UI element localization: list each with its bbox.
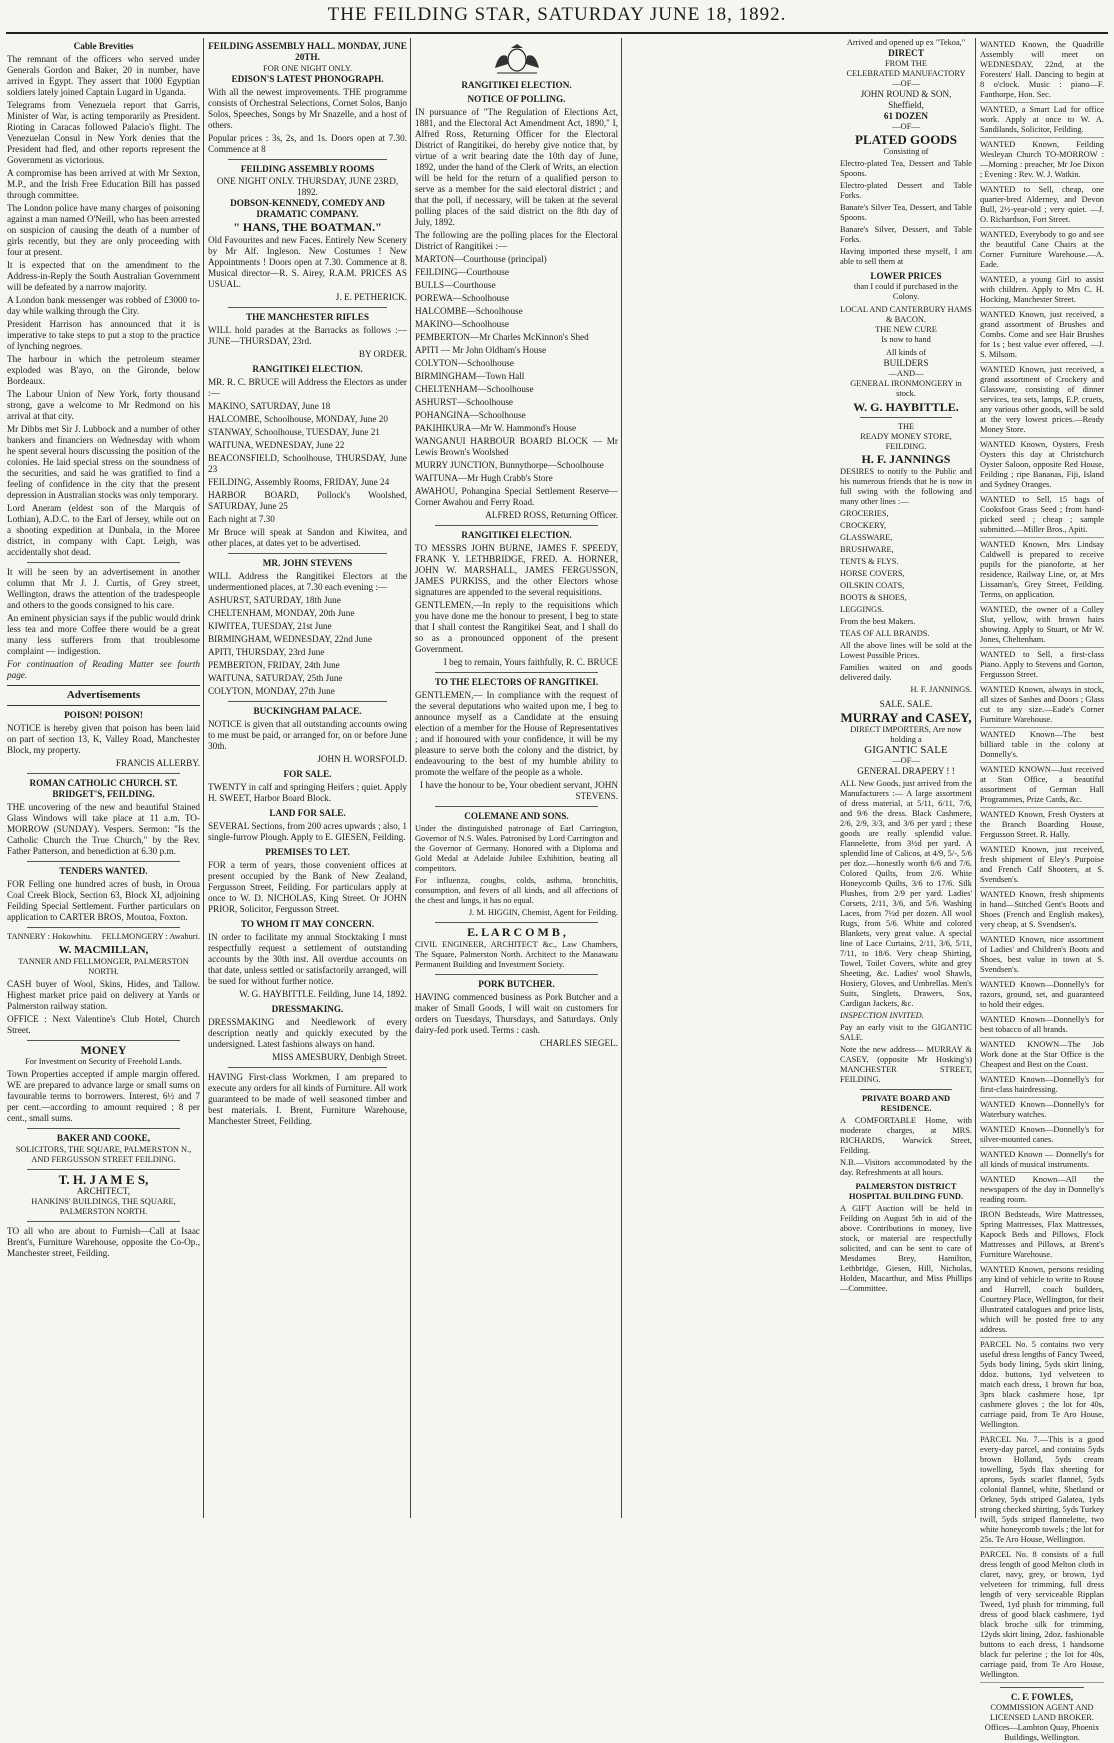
ad-body: IN order to facilitate my annual Stocktaking I must respectfully request a settlement of outstanding accounts by the 30th inst. All overdue accounts on that date, unless settled or satisfactorily arranged, will be sued for without further notice. — [208, 932, 407, 986]
polling-place: FEILDING—Courthouse — [415, 267, 509, 277]
jannings-name: H. F. JANNINGS — [861, 452, 951, 466]
ad-signature: MISS AMESBURY, Denbigh Street. — [272, 1052, 407, 1062]
one-night-label: FOR ONE NIGHT ONLY. — [262, 64, 353, 73]
masthead: THE FEILDING STAR, SATURDAY JUNE 18, 1892. — [327, 4, 787, 25]
ad-body: N.B.—Visitors accommodated by the day. Refreshments at all hours. — [840, 1158, 972, 1177]
news-paragraph: Lord Aneram (eldest son of the Marquis of Lothian), A.D.C. to the Earl of Jersey, while out on a shooting expedition at Dunbala, in the Moree district, in company with Capt. Leigh, was accidentally shot dead. — [7, 503, 200, 557]
list-item: Banare's Silver, Dessert, and Table Forks. — [840, 225, 972, 244]
divider — [435, 806, 598, 807]
wanted-item: WANTED Known—Donnelly's for Waterbury watches. — [980, 1100, 1104, 1123]
the-label: THE — [897, 422, 915, 431]
wanted-item: WANTED, Everybody to go and see the beautiful Cane Chairs at the Corner Furniture Warehouse.—A. Eade. — [980, 230, 1104, 273]
wanted-item: WANTED, the owner of a Colley Slut, yellow, with brown hairs showing. Apply to Stuart, or Mr W. Jones, Cheltenham. — [980, 605, 1104, 648]
meeting-item: MAKINO, SATURDAY, June 18 — [208, 401, 331, 411]
meeting-item: FEILDING, Assembly Rooms, FRIDAY, June 24 — [208, 477, 390, 487]
wanted-item: WANTED Known, Feilding Wesleyan Church TO-MORROW :—Morning : preacher, Mr Joe Dixon ; Evening : Rev. W. J. Watkin. — [980, 140, 1104, 183]
polling-place: CHELTENHAM—Schoolhouse — [415, 384, 534, 394]
column-6-right — [977, 38, 1107, 1742]
fellmongery-label: FELLMONGERY : Awahuri. — [101, 932, 200, 941]
divider — [27, 773, 180, 774]
news-paragraph: An eminent physician says if the public would drink less tea and more Coffee there would be a great many less sufferers from that troublesome complaint — indigestion. — [7, 613, 200, 656]
divider — [435, 922, 598, 923]
play-title: " HANS, THE BOATMAN." — [233, 220, 382, 234]
bruce-letter — [415, 543, 618, 668]
premises-heading: PREMISES TO LET. — [265, 847, 350, 857]
masthead-rule — [6, 32, 1108, 34]
polling-place: PEMBERTON—Mr Charles McKinnon's Shed — [415, 332, 589, 342]
divider — [7, 685, 200, 686]
ad-signature: I have the honour to be, Your obedient servant, JOHN STEVENS. — [419, 780, 618, 801]
polling-place: AWAHOU, Pohangina Special Settlement Reserve—Corner Awahou and Ferry Road. — [415, 486, 618, 507]
tj-address: HANKINS' BUILDINGS, THE SQUARE, PALMERSTON NORTH. — [31, 1197, 176, 1216]
wanted-item: WANTED Known, the Quadrille Assembly will meet on WEDNESDAY, 22nd, at the Foresters' Hall. Dancing to begin at 8 o'clock. Music : piano—F. Fanthorpe, Hon. Sec. — [980, 40, 1104, 103]
ad-signature: I beg to remain, Yours faithfully, R. C. BRUCE — [443, 657, 618, 667]
ad-body: SEVERAL Sections, from 200 acres upwards ; also, 1 single-furrow Plough. Apply to E. GIESEN, Feilding. — [208, 821, 407, 842]
polling-place: COLYTON—Schoolhouse — [415, 358, 514, 368]
plated-of-2: —OF— — [892, 122, 920, 131]
divider — [27, 1040, 180, 1041]
news-block — [7, 567, 200, 681]
dressmaking-heading: DRESSMAKING. — [271, 1004, 344, 1014]
meeting-item: BIRMINGHAM, WEDNESDAY, 22nd June — [208, 634, 372, 644]
premises-ad — [208, 860, 407, 915]
and-label: —AND— — [888, 369, 924, 378]
divider — [228, 307, 387, 308]
ad-body: The following are the polling places for the Electoral District of Rangitikei :— — [415, 230, 618, 251]
wanted-item: WANTED Known, just received, a grand assortment of Brushes and Combs. Come and see Hair Brushes for 1s ; best value ever offered, —J. S. Milsom. — [980, 310, 1104, 363]
column-2 — [205, 38, 411, 1518]
board-ad — [840, 1116, 972, 1178]
tj-heading: T. H. J A M E S, — [58, 1172, 149, 1187]
church-ad — [7, 802, 200, 857]
plated-direct: DIRECT — [888, 48, 924, 58]
polling-place: HALCOMBE—Schoolhouse — [415, 306, 523, 316]
wanted-item: WANTED KNOWN—Just received at Stan Office, a beautiful assortment of German Hall Programmes, Prize Cards, &c. — [980, 765, 1104, 808]
new-cure: THE NEW CURE — [875, 325, 937, 334]
ad-body: HAVING commenced business as Pork Butcher and a maker of Small Goods, I will wait on customers for orders on Tuesdays, Thursdays, and Saturdays. Only dairy-fed pork used. Terms : cash. — [415, 992, 618, 1035]
news-paragraph: Mr Dibbs met Sir J. Lubbock and a number of other bankers and financiers on Wednesday with whom he spent several hours discussing the position of the colonies. He laid special stress on the soundness of the securities, and said he was gratified to find a feeling of confidence in the city that the present depression in Australian stocks was only temporary. — [7, 424, 200, 500]
advertisements-heading: Advertisements — [66, 689, 141, 701]
larcombe-heading: E. L A R C O M B , — [467, 925, 566, 939]
builders: BUILDERS — [883, 358, 929, 368]
plated-consisting: Consisting of — [883, 147, 929, 156]
news-paragraph: The remnant of the officers who served under Generals Gordon and Baker, 20 in number, have arrived in Egypt. They assert that 1000 Egyptian soldiers lately joined Captain Lugard in Uganda. — [7, 54, 200, 97]
divider — [27, 562, 180, 563]
ad-body: TWENTY in calf and springing Heifers ; quiet. Apply H. SWEET, Harbor Board Block. — [208, 782, 407, 803]
wanted-item: WANTED Known—Donnelly's for best tobacco of all brands. — [980, 1015, 1104, 1038]
murray-ad — [840, 779, 972, 1085]
divider — [1000, 1687, 1084, 1688]
meeting-item: HALCOMBE, Schoolhouse, MONDAY, June 20 — [208, 414, 388, 424]
polling-place: BULLS—Courthouse — [415, 280, 496, 290]
ad-body: THE uncovering of the new and beautiful Stained Glass Windows will take place at 11 a.m. TO-MORROW (SUNDAY). Vespers. Sermon: "Is the Catholic Church the True Church," by the Rev. Father Patterson, and benediction at 6.30 p.m. — [7, 802, 200, 856]
news-paragraph: A London bank messenger was robbed of £3000 to-day while walking through the City. — [7, 295, 200, 316]
murray-sub: DIRECT IMPORTERS, Are now holding a — [850, 725, 962, 744]
list-item: Electro-plated Tea, Dessert and Table Spoons. — [840, 159, 972, 178]
divider — [228, 1067, 387, 1068]
ad-body: DRESSMAKING and Needlework of every description neatly and quickly executed by the undersigned. Latest fashions always on hand. — [208, 1017, 407, 1049]
news-paragraph: The London police have many charges of poisoning against a man named O'Neill, who has been arrested on suspicion of causing the death of a number of girls recently, but they are only proceeding with four at present. — [7, 203, 200, 257]
ad-body: A GIFT Auction will be held in Feilding on August 5th in aid of the above. Contributions in money, live stock, or material are respectfully solicited, and can be sent to care of Mesdames Brey, Hamilton, Lethbridge, Giesen, Hill, Nicholas, Holden, Macarthur, and Miss Phillips—Committee. — [840, 1204, 972, 1293]
polling-place: POHANGINA—Schoolhouse — [415, 410, 526, 420]
royal-crest-icon — [489, 42, 545, 76]
poison-ad — [7, 723, 200, 769]
furniture-ad — [208, 1072, 407, 1127]
divider — [27, 1128, 180, 1129]
ad-body: WILL Address the Rangitikei Electors at the undermentioned places, at 7.30 each evening :— — [208, 571, 407, 592]
ad-signature: J. M. HIGGIN, Chemist, Agent for Feilding. — [468, 908, 618, 917]
ad-body: For influenza, coughs, colds, asthma, bronchitis, consumption, and fevers of all kinds, and all affections of the chest and lungs, it has no equal. — [415, 876, 618, 905]
pork-heading: PORK BUTCHER. — [478, 979, 555, 989]
ad-body: CIVIL ENGINEER, ARCHITECT &c., Law Chambers, The Square, Palmerston North. Architect to the Manawatu Permanent Building and Investment Society. — [415, 940, 618, 969]
polling-place: APITI — Mr John Oldham's House — [415, 345, 547, 355]
ad-signature: BY ORDER. — [358, 349, 407, 359]
ad-signature: W. G. HAYBITTLE. Feilding, June 14, 1892. — [239, 989, 407, 999]
meeting-item: STANWAY, Schoolhouse, TUESDAY, June 21 — [208, 427, 380, 437]
notice-polling-heading: NOTICE OF POLLING. — [467, 94, 566, 104]
divider — [228, 159, 387, 160]
divider — [228, 553, 387, 554]
wanted-item: WANTED Known—Donnelly's for razors, ground, set, and guaranteed to hold their edges. — [980, 980, 1104, 1013]
list-item: GLASSWARE, — [840, 533, 893, 542]
news-paragraph: The Labour Union of New York, forty thousand strong, gave a welcome to Mr Redmond on his arrival at that city. — [7, 389, 200, 421]
plated-city: Sheffield, — [888, 100, 924, 110]
ad-signature: ALFRED ROSS, Returning Officer. — [485, 510, 618, 520]
ad-body: TEAS OF ALL BRANDS. — [840, 629, 930, 638]
polling-place: POREWA—Schoolhouse — [415, 293, 509, 303]
list-item: LEGGINGS. — [840, 605, 884, 614]
wanted-item: WANTED KNOWN—The Job Work done at the Star Office is the Cheapest and Best on the Coast. — [980, 1040, 1104, 1073]
ad-body: Note the new address— MURRAY & CASEY, (opposite Mr Hosking's) MANCHESTER STREET, FEILDING. — [840, 1045, 972, 1084]
all-kinds: All kinds of — [885, 348, 926, 357]
heifers-ad — [208, 782, 407, 804]
lower-prices: LOWER PRICES — [870, 271, 942, 281]
ad-body: Popular prices : 3s, 2s, and 1s. Doors open at 7.30. Commence at 8 — [208, 133, 407, 154]
polling-place: ASHURST—Schoolhouse — [415, 397, 514, 407]
electors-heading: TO THE ELECTORS OF RANGITIKEI. — [434, 677, 599, 687]
company-name: DOBSON-KENNEDY, COMEDY AND DRAMATIC COMPANY. — [230, 198, 385, 219]
sale-label: SALE. SALE. — [879, 699, 933, 709]
church-heading: ROMAN CATHOLIC CHURCH. ST. BRIDGET'S, FEILDING. — [29, 778, 178, 799]
bruce-meetings — [208, 377, 407, 549]
meeting-item: APITI, THURSDAY, 23rd June — [208, 647, 325, 657]
play-ad — [208, 235, 407, 303]
tenders-heading: TENDERS WANTED. — [59, 866, 148, 876]
list-item: BOOTS & SHOES, — [840, 593, 907, 602]
wanted-item: WANTED to Sell, 15 bags of Cooksfoot Grass Seed ; from hand-picked seed ; cheap ; sample submitted.—Miller Bros., Apiti. — [980, 495, 1104, 538]
fowles-name: C. F. FOWLES, — [1010, 1692, 1074, 1702]
wanted-item: WANTED to Sell, cheap, one quarter-bred Alderney, and Devon Bull, 2½-year-old ; very quiet. —J. O. Richardson, Fort Street. — [980, 185, 1104, 228]
money-heading: MONEY — [80, 1043, 127, 1057]
fowles-title: COMMISSION AGENT AND LICENSED LAND BROKER. — [990, 1703, 1094, 1722]
ad-body: FOR a term of years, those convenient offices at present occupied by the Bank of New Zealand, Fergusson Street, Feilding. For particulars apply at once to W. D. NICHOLAS, King Street. Or JOHN PRIOR, Solicitor, Fergusson Street. — [208, 860, 407, 914]
meeting-item: ASHURST, SATURDAY, 18th June — [208, 595, 341, 605]
hospital-heading: PALMERSTON DISTRICT HOSPITAL BUILDING FUND. — [848, 1182, 964, 1201]
meeting-item: WAITUNA, WEDNESDAY, June 22 — [208, 440, 345, 450]
colemane-ad — [415, 824, 618, 918]
wanted-item: WANTED, a Smart Lad for office work. Apply at once to W. A. Sandilands, Solicitor, Feilding. — [980, 105, 1104, 138]
to-hand: Is now to hand — [881, 335, 931, 344]
larcombe-ad — [415, 940, 618, 970]
ad-body: MR. R. C. BRUCE will Address the Electors as under :— — [208, 377, 407, 398]
tannery-row — [7, 932, 200, 942]
rifles-ad — [208, 325, 407, 360]
wanted-item: WANTED Known—All the newspapers of the day in Donnelly's reading room. — [980, 1175, 1104, 1208]
column-6-left — [837, 38, 976, 1518]
ad-signature: H. F. JANNINGS. — [910, 685, 972, 694]
plated-qty: 61 DOZEN — [883, 111, 929, 121]
stevens-heading: MR. JOHN STEVENS — [262, 558, 353, 568]
news-paragraph: A compromise has been arrived at with Mr Sexton, M.P., and the Irish Free Education Bill has passed through committee. — [7, 168, 200, 200]
wanted-item: PARCEL No. 8 consists of a full dress length of good Melton cloth in claret, navy, grey, or brown, 1yd velveteen for trimming, full dress length of very serviceable Ripplan Tweed, 1yd plush for trimming, full dress of good black cashmere, 1yd black broche silk for trimming, 12yds skirt lining, 2doz. fashionable buttons to each dress, 1 handsome black fur pelerine ; the lot for 40s, carriage paid, from Te Aro House, Wellington. — [980, 1550, 1104, 1683]
murray-name: MURRAY and CASEY, — [840, 710, 972, 725]
cable-brevities — [7, 54, 200, 558]
wanted-item: WANTED Known—Donnelly's for silver-mounted canes. — [980, 1125, 1104, 1148]
list-item: TENTS & FLYS. — [840, 557, 899, 566]
dressmaking-ad — [208, 1017, 407, 1063]
hams-note: LOCAL AND CANTERBURY HAMS & BACON. — [840, 305, 972, 324]
wanted-item: WANTED, a young Girl to assist with children. Apply to Mrs C. H. Hocking, Manchester Street. — [980, 275, 1104, 308]
divider — [860, 1089, 952, 1090]
concern-heading: TO WHOM IT MAY CONCERN. — [240, 919, 375, 929]
tj-sub: ARCHITECT, — [76, 1186, 131, 1196]
list-item: GROCERIES, — [840, 509, 889, 518]
ad-body: INSPECTION INVITED. — [840, 1011, 924, 1020]
ad-body: OFFICE : Next Valentine's Club Hotel, Church Street. — [7, 1014, 200, 1035]
ad-body: All the above lines will be sold at the Lowest Possible Prices. — [840, 641, 972, 660]
wanted-item: WANTED Known, Mrs Lindsay Caldwell is prepared to receive pupils for the pianoforte, at her residence, Railway Line, or, at Mrs Lissaman's, Grey Street, Feilding. Terms, on application. — [980, 540, 1104, 603]
polling-place: MARTON—Courthouse (principal) — [415, 254, 547, 264]
wanted-item: WANTED Known, Fresh Oysters at the Branch Boarding House, Fergusson Street. R. Hally. — [980, 810, 1104, 843]
meeting-item: COLYTON, MONDAY, 27th June — [208, 686, 335, 696]
rangitikei-heading-2: RANGITIKEI ELECTION. — [461, 530, 572, 540]
divider — [27, 1169, 180, 1170]
plated-list — [840, 159, 972, 267]
polling-place: PAKIHIKURA—Mr W. Hammond's House — [415, 423, 577, 433]
rangitikei-heading: RANGITIKEI ELECTION. — [461, 80, 572, 90]
meeting-item: CHELTENHAM, MONDAY, 20th June — [208, 608, 355, 618]
wanted-list — [980, 40, 1104, 1683]
continuation-note: For continuation of Reading Matter see fourth page. — [7, 659, 200, 680]
ad-body: Old Favourites and new Faces. Entirely New Scenery by Mr Alf. Ingleson. New Costumes ! New Appointments ! Doors open at 7.30. Commence at 8. Musical director—R. S. Airey, R.A.M. PRICES AS USUAL. — [208, 235, 407, 289]
macmillan-ad — [7, 979, 200, 1036]
assembly-date: ONE NIGHT ONLY. THURSDAY, JUNE 23RD, 1892. — [216, 176, 399, 197]
murray-of: —OF— — [892, 756, 920, 765]
wanted-item: PARCEL No. 7.—This is a good every-day parcel, and contains 5yds brown Holland, 5yds cream towelling, 5yds flax sheeting for aprons, 5yds scarlet flannel, 5yds colonial flannel, white, Shetland or Orkney, 5yds striped Galatea, 1yds strong checked shirting, 5yds Turkey twill, 5yds striped flannelette, two white honeycomb towels ; the lot for 25s. Te Aro House, Wellington. — [980, 1435, 1104, 1548]
ad-body: FOR Felling one hundred acres of bush, in Oroua Coal Creek Block, Section 63, Block XI, adjoining Feilding Special Settlement. Further particulars on application to CARTER BROS, Moutoa, Foxton. — [7, 879, 200, 922]
divider — [435, 525, 598, 526]
ad-signature: FRANCIS ALLERBY. — [115, 758, 200, 768]
meeting-item: WAITUNA, SATURDAY, 25th June — [208, 673, 343, 683]
wanted-item: WANTED Known, persons residing any kind of vehicle to write to Rouse and Hurrell, coach builders, Courtney Place, Wellington, for their illustrated catalogues and price lists, which will be posted free to any address. — [980, 1265, 1104, 1338]
column-1 — [4, 38, 204, 1518]
news-paragraph: It will be seen by an advertisement in another column that Mr J. J. Curtis, of Grey street, Wellington, draws the attention of the tradespeople and others to the goods consigned to his care. — [7, 567, 200, 610]
meeting-item: HARBOR BOARD, Pollock's Woolshed, SATURDAY, June 25 — [208, 490, 407, 511]
list-item: Electro-plated Dessert and Table Forks. — [840, 181, 972, 200]
news-paragraph: President Harrison has announced that it is imperative to take steps to put a stop to the practice of lynching negroes. — [7, 319, 200, 351]
ad-body: Mr Bruce will speak at Sandon and Kiwitea, and other places, at dates yet to be advertised. — [208, 527, 407, 548]
plated-of: —OF— — [892, 79, 920, 88]
polling-place: MURRY JUNCTION, Bunnythorpe—Schoolhouse — [415, 460, 604, 470]
wanted-item: WANTED Known, always in stock, all sizes of Sashes and Doors ; Glass cut to any size.—Eade's Corner Furniture Warehouse. — [980, 685, 1104, 728]
ironmongery: GENERAL IRONMONGERY in stock. — [850, 379, 962, 398]
ad-body: IN pursuance of "The Regulation of Elections Act, 1881, and the Electoral Act Amendment Act, 1890," I, Alfred Ross, Returning Officer for the Electoral District of Rangitikei, do hereby give notice that, by virtue of a writ bearing date the 10th day of June, 1892, under the hand of the Clerk of Writs, an election will be held for the return of a qualified person to serve as a member for the said electoral district ; and that the poll, if necessary, will be taken at the several polling places of the said district on the 8th day of July, 1892. — [415, 107, 618, 227]
ad-body: CASH buyer of Wool, Skins, Hides, and Tallow. Highest market price paid on delivery at Yards or Palmerston railway station. — [7, 979, 200, 1011]
money-sub: For Investment on Security of Freehold Lands. — [24, 1057, 182, 1066]
list-item: HORSE COVERS, — [840, 569, 905, 578]
list-item: Having imported these myself, I am able to sell them at — [840, 247, 972, 266]
polling-place: MAKINO—Schoolhouse — [415, 319, 509, 329]
unused-6 — [417, 38, 423, 1518]
list-item: CROCKERY, — [840, 521, 887, 530]
plated-from: FROM THE — [885, 59, 927, 68]
wanted-item: WANTED Known, just received, a grand assortment of Crockery and Glassware, consisting of dinner services, tea sets, lamps, E.P. cruets, any various other goods, will be sold at the very lowest prices.—Ready Money Store. — [980, 365, 1104, 438]
wanted-item: WANTED Known, just received, fresh shipment of Eley's Purpoise and French Calf Shooters, at S. Svendsen's. — [980, 845, 1104, 888]
buckingham-heading: BUCKINGHAM PALACE. — [253, 706, 362, 716]
cable-brevities-heading: Cable Brevities — [73, 41, 134, 51]
wanted-item: WANTED Known, nice assortment of Ladies' and Children's Boots and Shoes, best value in town at S. Svendsen's. — [980, 935, 1104, 978]
concern-ad — [208, 932, 407, 1000]
ad-body: Under the distinguished patronage of Earl Carrington, Governor of N.S. Wales. Patronised by Lord Carrington and the Governor of Germany. Honored with a Diploma and Gold Medal at Adelaide Jubilee Exhibition, beating all competitors. — [415, 824, 618, 873]
ad-body: From the best Makers. — [840, 617, 916, 626]
plated-celebrated: CELEBRATED MANUFACTORY — [846, 69, 966, 78]
rifles-heading: THE MANCHESTER RIFLES — [245, 312, 370, 322]
macmillan-heading: W. MACMILLAN, — [58, 944, 149, 956]
money-ad — [7, 1069, 200, 1124]
meeting-item: KIWITEA, TUESDAY, 21st June — [208, 621, 332, 631]
land-sale-heading: LAND FOR SALE. — [269, 808, 346, 818]
wanted-item: WANTED Known—Donnelly's for first-class hairdressing. — [980, 1075, 1104, 1098]
election-heading: RANGITIKEI ELECTION. — [252, 364, 363, 374]
ad-body: Town Properties accepted if ample margin offered. WE are prepared to advance large or small sums on favourable terms to borrowers. Interest, 6½ and 7 per cent.—according to amount required ; 8 per cent., small sums. — [7, 1069, 200, 1123]
divider — [27, 861, 180, 862]
wanted-item: WANTED Known, Oysters, Fresh Oysters this day at Christchurch Oyster Saloon, opposite Red House, Feilding ; ripe Bananas, Fiji, Island and Sydney Oranges. — [980, 440, 1104, 493]
divider — [27, 927, 180, 928]
column-6 — [837, 38, 1107, 1742]
polling-place: WANGANUI HARBOUR BOARD BLOCK — Mr Lewis Brown's Woolshed — [415, 436, 618, 457]
stevens-letter — [415, 690, 618, 802]
polling-place: BIRMINGHAM—Town Hall — [415, 371, 525, 381]
pork-ad — [415, 992, 618, 1049]
tannery-label: TANNERY : Hokowhitu. — [7, 932, 92, 941]
divider — [7, 705, 200, 706]
ad-body: NOTICE is hereby given that poison has been laid on part of section 13, K, Valley Road, Manchester Block, my property. — [7, 723, 200, 755]
poison-heading: POISON! POISON! — [64, 710, 143, 720]
wanted-item: WANTED Known—The best billiard table in the colony at Donnelly's. — [980, 730, 1104, 763]
ad-body: Each night at 7.30 — [208, 514, 275, 524]
baker-sub: SOLICITORS, THE SQUARE, PALMERSTON N., AND FERGUSSON STREET FEILDING. — [15, 1145, 192, 1164]
ad-body: TO all who are about to Furnish—Call at Isaac Brent's, Furniture Warehouse, opposite the Co-Op., Manchester street, Feilding. — [7, 1226, 200, 1258]
plated-title: PLATED GOODS — [855, 132, 957, 147]
list-item: Banare's Silver Tea, Dessert, and Table Spoons. — [840, 203, 972, 222]
ad-body: Families waited on and goods delivered daily. — [840, 663, 972, 682]
phonograph-title: EDISON'S LATEST PHONOGRAPH. — [231, 74, 384, 84]
ad-signature: JOHN H. WORSFOLD. — [317, 754, 407, 764]
assembly-rooms-heading: FEILDING ASSEMBLY ROOMS — [240, 164, 375, 174]
land-ad — [208, 821, 407, 843]
divider — [435, 672, 598, 673]
ad-body: ALL New Goods, just arrived from the Manufacturers :— A large assortment of dress material, at 5/11, 6/11, 7/6, and 9/6 the dress. Black Cashmere, 2/6, 2/9, 3/3, and 3/6 per yard ; these goods are really splendid value. Flannelette, from 3½d per yard. A splendid line of Calicos, at 4/9, 5/-, 5/6 per doz.—honestly worth 6/6 and 7/6. Colored Quilts, from 2/6. White Honeycomb Quilts, 3/6 to 17/6. Silk Plushes, from 2/9 per yard. Ladies' Corsets, 2/11, 3/6, and 5/6. Washing Laces, from 7½d per dozen. All wool Rugs, from 5/6. White and colored Blankets, very great value. A special line of Lace Curtains, 2/11, 3/6, 5/11, 7/11, to 18/6. Very cheap Shirting, Towel, Toilet Covers, white and grey Sheeting, &c. Ladies' wool Shawls, Hosiery, Gloves, and Umbrellas. Men's Suits, Singlets, Drawers, Sox, Cardigan Jackets, &c. — [840, 779, 972, 1008]
meeting-item: PEMBERTON, FRIDAY, 24th June — [208, 660, 340, 670]
wanted-item: PARCEL No. 5 contains two very useful dress lengths of Fancy Tweed, 5yds body lining, 5yds skirt lining, ddoz. buttons, 1yd velveteen to match each dress, 1 brown fur boa, 3prs black cashmere hose, 1pr cashmere gloves ; the lot for 40s, carriage paid, from Te Aro House, Wellington. — [980, 1340, 1104, 1433]
jannings-ad — [840, 467, 972, 695]
gigantic-sale: GIGANTIC SALE — [864, 744, 948, 756]
for-sale-heading: FOR SALE. — [283, 769, 332, 779]
ad-body: A COMFORTABLE Home, with moderate charges, at MRS. RICHARDS, Warwick Street, Feilding. — [840, 1116, 972, 1155]
haybittle-name: W. G. HAYBITTLE. — [853, 400, 959, 414]
ad-signature: J. E. PETHERICK. — [335, 292, 407, 302]
ad-body: WILL hold parades at the Barracks as follows :— JUNE—THURSDAY, 23rd. — [208, 325, 407, 346]
column-3 — [412, 38, 622, 1518]
news-paragraph: Telegrams from Venezuela report that Garris, Minister of War, is acting temporarily as President. Rioting in Caracas followed Palacio's flight. The Venezuelan Consul in New York denies that the President had fled, and other reports represent the Government as victorious. — [7, 100, 200, 165]
fowles-office: Offices—Lambton Quay, Phoenix Buildings, Wellington. — [984, 1723, 1100, 1742]
assembly-hall-heading: FEILDING ASSEMBLY HALL. MONDAY, JUNE 20TH. — [208, 41, 407, 62]
ad-body: GENTLEMEN,— In compliance with the request of the several deputations who waited upon me, I beg to announce myself as a Candidate at the ensuing election of a member for the House of Representatives ; and if honoured with your confidence, it will be my pleasure to serve both the colony and the district, by endeavouring to the best of my humble ability to promote the welfare of the people as a whole. — [415, 690, 618, 777]
list-item: OILSKIN COATS, — [840, 581, 905, 590]
wanted-item: IRON Bedsteads, Wire Mattresses, Spring Mattresses, Flax Mattresses, Kapock Beds and Pillows, Flock Mattresses and Pillows, at Brent's Furniture Warehouse. — [980, 1210, 1104, 1263]
stevens-meetings — [208, 571, 407, 697]
divider — [27, 1221, 180, 1222]
brent-ad — [7, 1226, 200, 1259]
divider — [435, 974, 598, 975]
baker-heading: BAKER AND COOKE, — [56, 1133, 151, 1143]
board-heading: PRIVATE BOARD AND RESIDENCE. — [861, 1094, 951, 1113]
news-paragraph: It is expected that on the amendment to the Address-in-Reply the South Australian Government will be defeated by a narrow majority. — [7, 260, 200, 292]
buckingham-ad — [208, 719, 407, 765]
ad-body: TO MESSRS JOHN BURNE, JAMES F. SPEEDY, FRANK Y. LETHBRIDGE, FRED. A. HORNER, JOHN W. MARSHALL, JAMES FERGUSSON, JAMES PURKISS, and the other Electors whose signatures are appended to the several requisitions. — [415, 543, 618, 597]
general-drapery: GENERAL DRAPERY ! ! — [857, 766, 955, 776]
ad-body: Pay an early visit to the GIGANTIC SALE. — [840, 1023, 972, 1042]
ad-body: GENTLEMEN,—In reply to the requisitions which you have done me the honour to present, I beg to state that I shall contest the Rangitikei Seat, and I shall do so as a pronounced opponent of the present Government. — [415, 600, 618, 654]
wanted-item: WANTED to Sell, a first-class Piano. Apply to Stevens and Gorton, Fergusson Street. — [980, 650, 1104, 683]
news-paragraph: The harbour in which the petroleum steamer exploded was B'ayo, on the Gironde, below Bordeaux. — [7, 354, 200, 386]
ad-body: With all the newest improvements. THE programme consists of Orchestral Selections, Cornet Solos, Banjo Solos, Speeches, Songs by Mr Snazelle, and a host of others. — [208, 87, 407, 130]
tenders-ad — [7, 879, 200, 923]
plated-intro: Arrived and opened up ex "Tekoa," — [846, 38, 966, 47]
polling-notice — [415, 107, 618, 521]
ready-money: READY MONEY STORE, FEILDING. — [860, 432, 952, 451]
ad-signature: CHARLES SIEGEL. — [539, 1038, 618, 1048]
hospital-ad — [840, 1204, 972, 1294]
plated-maker: JOHN ROUND & SON, — [860, 89, 952, 99]
divider — [228, 701, 387, 702]
polling-place: WAITUNA—Mr Hugh Crabb's Store — [415, 473, 553, 483]
wanted-item: WANTED Known, fresh shipments in hand—Stitched Gent's Boots and Shoes (French and English makes), very cheap, at S. Svendsen's. — [980, 890, 1104, 933]
divider — [860, 417, 952, 418]
colemane-heading: COLEMANE AND SONS. — [464, 811, 569, 821]
colony-note: than I could if purchased in the Colony. — [853, 282, 959, 301]
ad-body: DESIRES to notify to the Public and his numerous friends that he is now in full swing with the following and many other lines :— — [840, 467, 972, 506]
list-item: BRUSHWARE, — [840, 545, 894, 554]
wanted-item: WANTED Known — Donnelly's for all kinds of musical instruments. — [980, 1150, 1104, 1173]
macmillan-sub: TANNER AND FELLMONGER, PALMERSTON NORTH. — [18, 957, 189, 976]
phonograph-ad — [208, 87, 407, 155]
meeting-item: BEACONSFIELD, Schoolhouse, THURSDAY, June 23 — [208, 453, 407, 474]
ad-body: HAVING First-class Workmen, I am prepared to execute any orders for all kinds of Furniture. All work guaranteed to be made of well seasoned timber and best materials. I. Brent, Furniture Warehouse, Manchester Street, Feilding. — [208, 1072, 408, 1126]
ad-body: NOTICE is given that all outstanding accounts owing to me must be paid, or arranged for, on or before June 30th. — [208, 719, 407, 751]
